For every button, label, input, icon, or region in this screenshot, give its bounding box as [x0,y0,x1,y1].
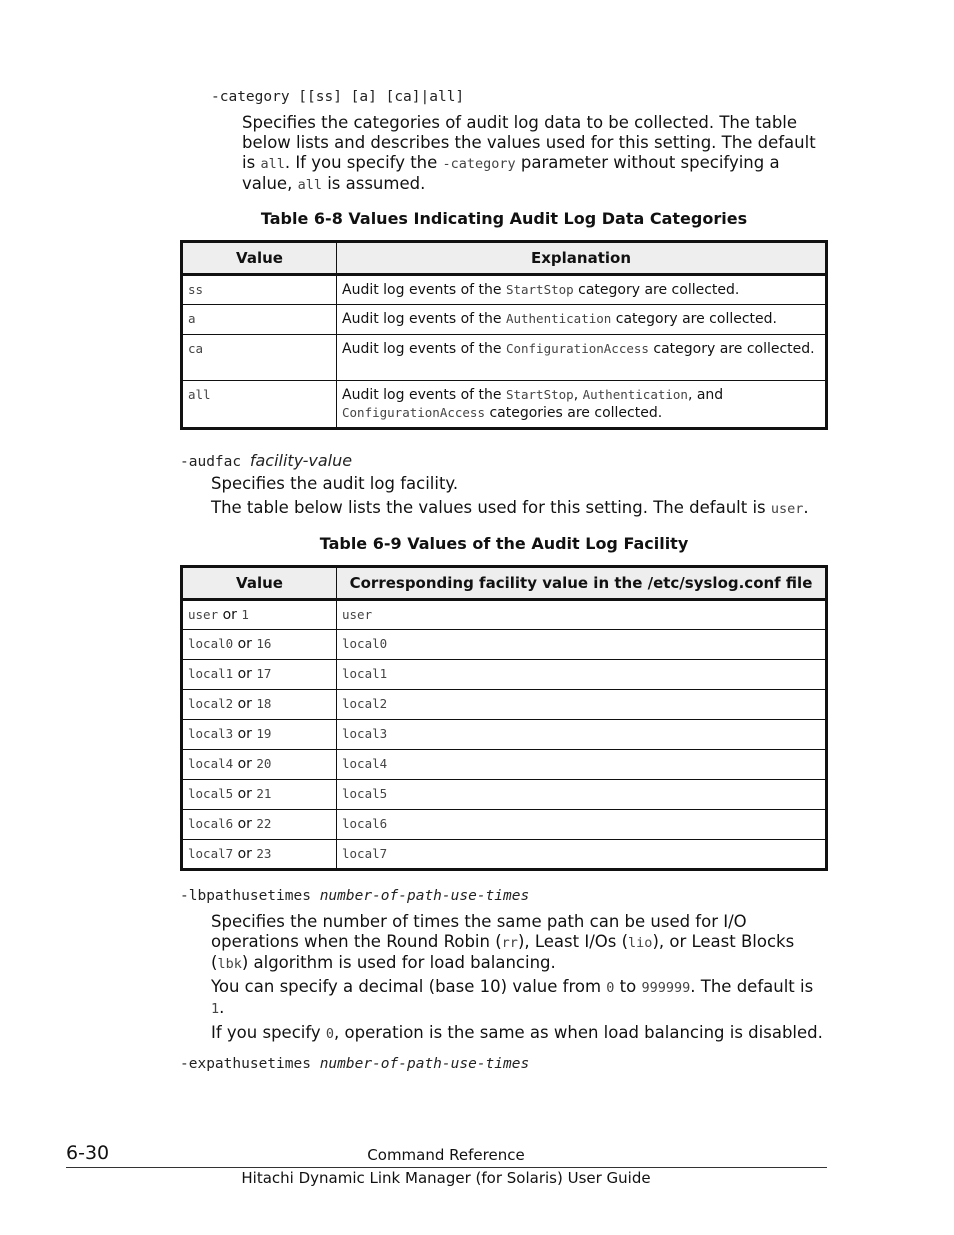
value-cell: local7 or 23 [182,840,337,870]
facility-cell: user [337,600,827,630]
table-6-9-caption: Table 6-9 Values of the Audit Log Facility [319,534,689,553]
table-row [182,720,827,750]
table-row [182,335,827,381]
table-row [182,381,827,429]
facility-cell: local1 [337,660,827,690]
table-row [182,305,827,335]
column-header-explanation: Explanation [337,242,827,275]
facility-cell: local4 [337,750,827,780]
explanation-cell: Audit log events of the Authentication category are collected. [337,305,827,335]
column-header-value: Value [182,242,337,275]
value-cell: ca [182,335,337,381]
category-description: Specifies the categories of audit log data to be collected. The table below lists and describes the values used for this setting. The default is all. If you specify the -category parameter without specifying a value, all is assumed. [242,113,816,193]
explanation-cell: Audit log events of the StartStop, Authentication, and ConfigurationAccess categories are collected. [337,381,827,429]
audit-category-table [180,240,828,430]
table-row [182,600,827,630]
audfac-default-note: The table below lists the values used for this setting. The default is user. [211,498,809,517]
value-cell: ss [182,275,337,305]
column-header-facility: Corresponding facility value in the /etc/syslog.conf file [337,567,827,600]
facility-cell: local5 [337,780,827,810]
facility-cell: local0 [337,630,827,660]
footer-section-title: Command Reference [367,1146,525,1164]
value-cell: local1 or 17 [182,660,337,690]
explanation-cell: Audit log events of the StartStop category are collected. [337,275,827,305]
expathusetimes-param-signature: -expathusetimes number-of-path-use-times [180,1056,530,1072]
facility-cell: local2 [337,690,827,720]
column-header-value: Value [182,567,337,600]
value-cell: a [182,305,337,335]
table-row [182,750,827,780]
lbpathusetimes-description: Specifies the number of times the same path can be used for I/O operations when the Round Robin (rr), Least I/Os (lio), or Least Blocks (lbk) algorithm is used for load balancing. [211,912,795,972]
table-row [182,810,827,840]
lbpathusetimes-range-note: You can specify a decimal (base 10) value from 0 to 999999. The default is 1. [211,977,814,1017]
table-row [182,780,827,810]
category-param-signature: -category [[ss] [a] [ca]|all] [211,89,465,105]
explanation-cell: Audit log events of the ConfigurationAccess category are collected. [337,335,827,381]
value-cell: local5 or 21 [182,780,337,810]
table-row [182,660,827,690]
value-cell: user or 1 [182,600,337,630]
value-cell: all [182,381,337,429]
audit-facility-table [180,565,828,871]
table-6-8-caption: Table 6-8 Values Indicating Audit Log Data Categories [260,209,748,228]
page-number: 6-30 [66,1142,110,1164]
value-cell: local4 or 20 [182,750,337,780]
value-cell: local3 or 19 [182,720,337,750]
value-cell: local2 or 18 [182,690,337,720]
lbpathusetimes-param-signature: -lbpathusetimes number-of-path-use-times [180,888,530,904]
value-cell: local6 or 22 [182,810,337,840]
audfac-description: Specifies the audit log facility. [211,474,459,493]
footer-book-title: Hitachi Dynamic Link Manager (for Solaris) User Guide [241,1169,651,1187]
table-row [182,630,827,660]
footer-divider [66,1167,827,1168]
facility-cell: local7 [337,840,827,870]
table-row [182,275,827,305]
lbpathusetimes-zero-note: If you specify 0, operation is the same as when load balancing is disabled. [211,1023,823,1042]
table-row [182,840,827,870]
value-cell: local0 or 16 [182,630,337,660]
facility-cell: local6 [337,810,827,840]
table-row [182,690,827,720]
facility-cell: local3 [337,720,827,750]
audfac-param-signature: -audfac facility-value [180,451,353,470]
